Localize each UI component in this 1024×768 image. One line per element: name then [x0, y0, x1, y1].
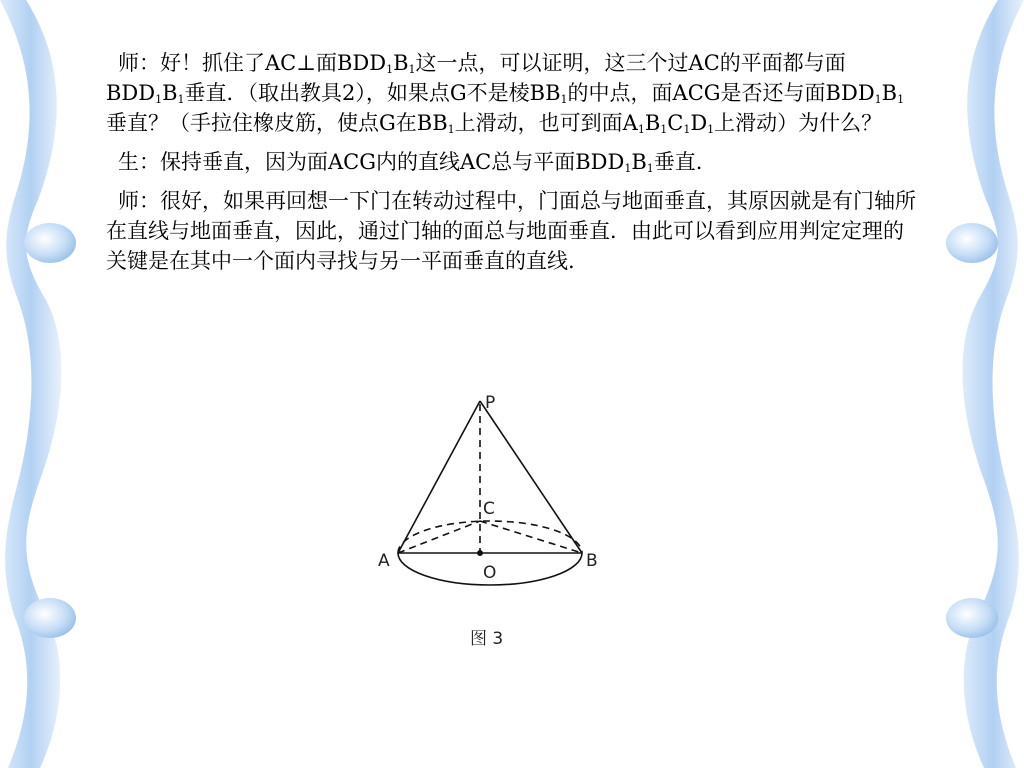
text-segment: 上滑动）为什么？: [714, 111, 883, 135]
subscript: 1: [155, 93, 163, 106]
text-segment: B: [644, 111, 661, 135]
subscript: 1: [447, 123, 455, 136]
subscript: 1: [660, 123, 668, 136]
text-segment: 的中点，面ACG是否还与面BDD: [567, 81, 875, 105]
text-segment: 生：保持垂直，因为面ACG内的直线AC总与平面BDD: [118, 150, 625, 174]
paragraph-teacher-1: [106, 48, 916, 138]
center-point-o: [477, 550, 483, 556]
subscript: 1: [386, 63, 394, 76]
text-segment: D: [690, 111, 708, 135]
subscript: 1: [637, 123, 645, 136]
right-bead-bottom: [946, 598, 998, 638]
subscript: 1: [897, 93, 905, 106]
text-segment: B: [162, 81, 178, 105]
lesson-text: [106, 48, 916, 285]
subscript: 1: [874, 93, 882, 106]
subscript: 1: [408, 63, 416, 76]
subscript: 1: [560, 93, 568, 106]
label-p: P: [485, 393, 496, 413]
subscript: 1: [646, 162, 654, 175]
label-a: A: [378, 551, 390, 571]
chord-cb: [480, 521, 582, 553]
label-b: B: [586, 551, 598, 571]
text-segment: B: [393, 51, 409, 75]
right-wave-band: [963, 0, 1024, 768]
text-segment: 这一点，可以证明，这三个过AC的平面都与面BDD: [106, 51, 846, 105]
text-segment: 师：很好，如果再回想一下门在转动过程中，门面总与地面垂直，其原因就是有门轴所在直线与地面垂直，因此，通过门轴的面总与地面垂直．由此可以看到应用判定定理的关键是在其中一个面内寻找与另一平面垂直的直线.: [106, 189, 916, 273]
slant-edge-pa: [398, 401, 480, 553]
subscript: 1: [177, 93, 185, 106]
paragraph-student: [106, 147, 916, 177]
text-segment: B: [881, 81, 898, 105]
subscript: 1: [624, 162, 632, 175]
text-segment: 垂直．（取出教具2），如果点G不是棱BB: [184, 81, 561, 105]
text-segment: 师：好！抓住了AC⊥面BDD: [118, 51, 387, 75]
base-ellipse-back: [398, 521, 582, 553]
text-segment: B: [631, 150, 647, 174]
label-o: O: [483, 563, 497, 583]
figure-caption: 图 3: [470, 629, 504, 649]
subscript: 1: [707, 123, 715, 136]
text-segment: C: [667, 111, 684, 135]
right-bead-top: [946, 223, 998, 263]
cone-figure: [370, 388, 610, 658]
text-segment: 上滑动，也可到面A: [454, 111, 638, 135]
label-c: C: [483, 499, 495, 519]
subscript: 1: [683, 123, 691, 136]
left-bead-top: [24, 223, 76, 263]
slant-edge-pb: [480, 401, 582, 553]
paragraph-teacher-2: [106, 186, 916, 276]
text-segment: 垂直？（手拉住橡皮筋，使点G在BB: [106, 111, 448, 135]
left-bead-bottom: [24, 598, 76, 638]
left-wave-band: [0, 0, 61, 768]
text-segment: 垂直.: [653, 150, 703, 174]
